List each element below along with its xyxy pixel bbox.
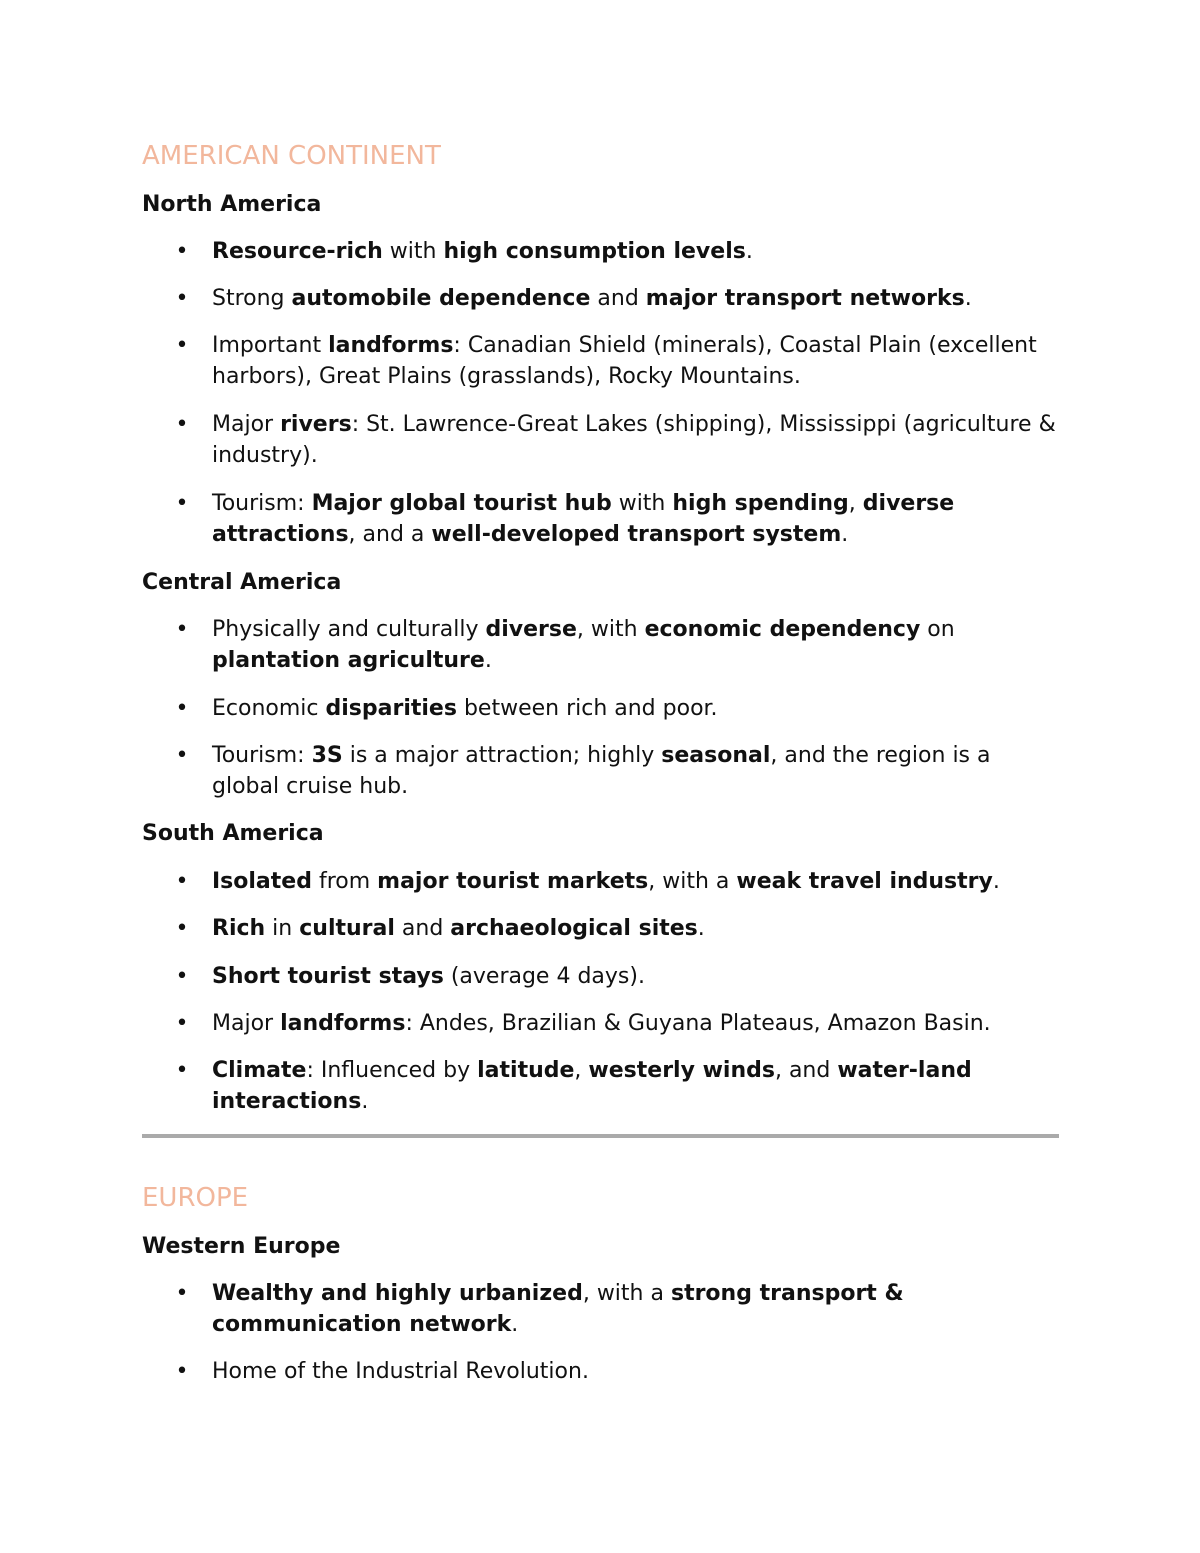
text-run: : St. Lawrence-Great Lakes (shipping), Mississippi (agriculture & industry). [212,412,1056,468]
text-run: . [841,522,849,547]
bold-text: disparities [325,696,457,721]
list-item [142,283,1062,314]
bold-text: diverse [485,617,577,642]
group-south-america [142,818,1062,1117]
bold-text: Wealthy and highly urbanized [212,1281,583,1306]
text-run: between rich and poor. [456,696,718,721]
document-body [142,138,1062,1387]
text-run: in [265,916,300,941]
text-run: Major [212,412,281,437]
bullet-icon: • [175,239,189,264]
list-item [142,614,1062,676]
bold-text: plantation agriculture [212,648,485,673]
text-run: . [484,648,492,673]
bold-text: water-land interactions [212,1058,972,1114]
bold-text: seasonal [661,743,771,768]
text-run: with [611,491,673,516]
list-item [142,1278,1062,1340]
list-item [142,740,1062,802]
group-north-america [142,189,1062,550]
subheading: South America [142,821,324,846]
list-item [142,1055,1062,1117]
section-title: AMERICAN CONTINENT [142,141,441,171]
bullet-icon: • [175,916,189,941]
subheading: Western Europe [142,1234,341,1259]
text-run: , with a [648,869,737,894]
text-run: . [511,1312,519,1337]
text-run: . [992,869,1000,894]
bullet-icon: • [175,617,189,642]
group-western-europe [142,1231,1062,1387]
bullet-icon: • [175,696,189,721]
bold-text: economic dependency [644,617,921,642]
list-item [142,330,1062,392]
bullet-list [142,1278,1062,1387]
list-item [142,1008,1062,1039]
text-run: , with a [582,1281,671,1306]
text-run: , [848,491,863,516]
bullet-list [142,614,1062,802]
group-central-america [142,567,1062,802]
bold-text: latitude [477,1058,575,1083]
bold-text: weak travel industry [736,869,993,894]
text-run: , and the region is a global cruise hub. [212,743,991,799]
bullet-icon: • [175,333,189,358]
bold-text: major transport networks [645,286,965,311]
list-item [142,409,1062,471]
bold-text: Isolated [212,869,312,894]
bold-text: high consumption levels [443,239,746,264]
bullet-icon: • [175,743,189,768]
bold-text: well-developed transport system [431,522,842,547]
bold-text: rivers [280,412,352,437]
bold-text: automobile dependence [291,286,591,311]
text-run: . [964,286,972,311]
list-item [142,866,1062,897]
bold-text: Resource-rich [212,239,383,264]
bold-text: Short tourist stays [212,964,444,989]
list-item [142,693,1062,724]
bold-text: landforms [328,333,454,358]
bullet-icon: • [175,412,189,437]
bold-text: archaeological sites [450,916,698,941]
text-run: , with [576,617,645,642]
bullet-icon: • [175,1359,189,1384]
text-run: : Canadian Shield (minerals), Coastal Plain (excellent harbors), Great Plains (grasslands), Rocky Mountains. [212,333,1037,389]
text-run: and [590,286,646,311]
text-run: Major [212,1011,281,1036]
bullet-icon: • [175,869,189,894]
text-run: Physically and culturally [212,617,486,642]
bullet-icon: • [175,286,189,311]
text-run: Tourism: [212,491,312,516]
list-item [142,913,1062,944]
text-run: Home of the Industrial Revolution. [212,1359,589,1384]
section-europe [142,1180,1062,1387]
list-item [142,1356,1062,1387]
text-run: , and [774,1058,838,1083]
bold-text: cultural [299,916,395,941]
text-run: . [361,1089,369,1114]
list-item [142,488,1062,550]
bullet-list [142,236,1062,550]
section-american-continent [142,138,1062,1117]
text-run: and [394,916,451,941]
bullet-icon: • [175,964,189,989]
bullet-icon: • [175,1058,189,1083]
text-run: with [382,239,444,264]
subheading: North America [142,192,322,217]
bold-text: major tourist markets [377,869,649,894]
bold-text: landforms [280,1011,406,1036]
bold-text: strong transport & communication network [212,1281,904,1337]
text-run: Strong [212,286,292,311]
text-run: : Influenced by [306,1058,478,1083]
text-run: Tourism: [212,743,312,768]
bold-text: Climate [212,1058,307,1083]
bold-text: 3S [311,743,343,768]
text-run: , and a [348,522,432,547]
bold-text: diverse attractions [212,491,955,547]
bullet-icon: • [175,1011,189,1036]
bold-text: Rich [212,916,266,941]
text-run: , [574,1058,589,1083]
list-item [142,961,1062,992]
text-run: Economic [212,696,326,721]
text-run: Important [212,333,329,358]
text-run: is a major attraction; highly [342,743,662,768]
text-run: from [311,869,378,894]
bullet-icon: • [175,491,189,516]
text-run: on [920,617,955,642]
bullet-list [142,866,1062,1117]
text-run: (average 4 days). [443,964,645,989]
list-item [142,236,1062,267]
text-run: : Andes, Brazilian & Guyana Plateaus, Amazon Basin. [405,1011,991,1036]
text-run: . [697,916,705,941]
section-title: EUROPE [142,1183,249,1213]
bullet-icon: • [175,1281,189,1306]
text-run: . [745,239,753,264]
bold-text: high spending [672,491,849,516]
subheading: Central America [142,570,342,595]
bold-text: westerly winds [588,1058,775,1083]
bold-text: Major global tourist hub [311,491,612,516]
